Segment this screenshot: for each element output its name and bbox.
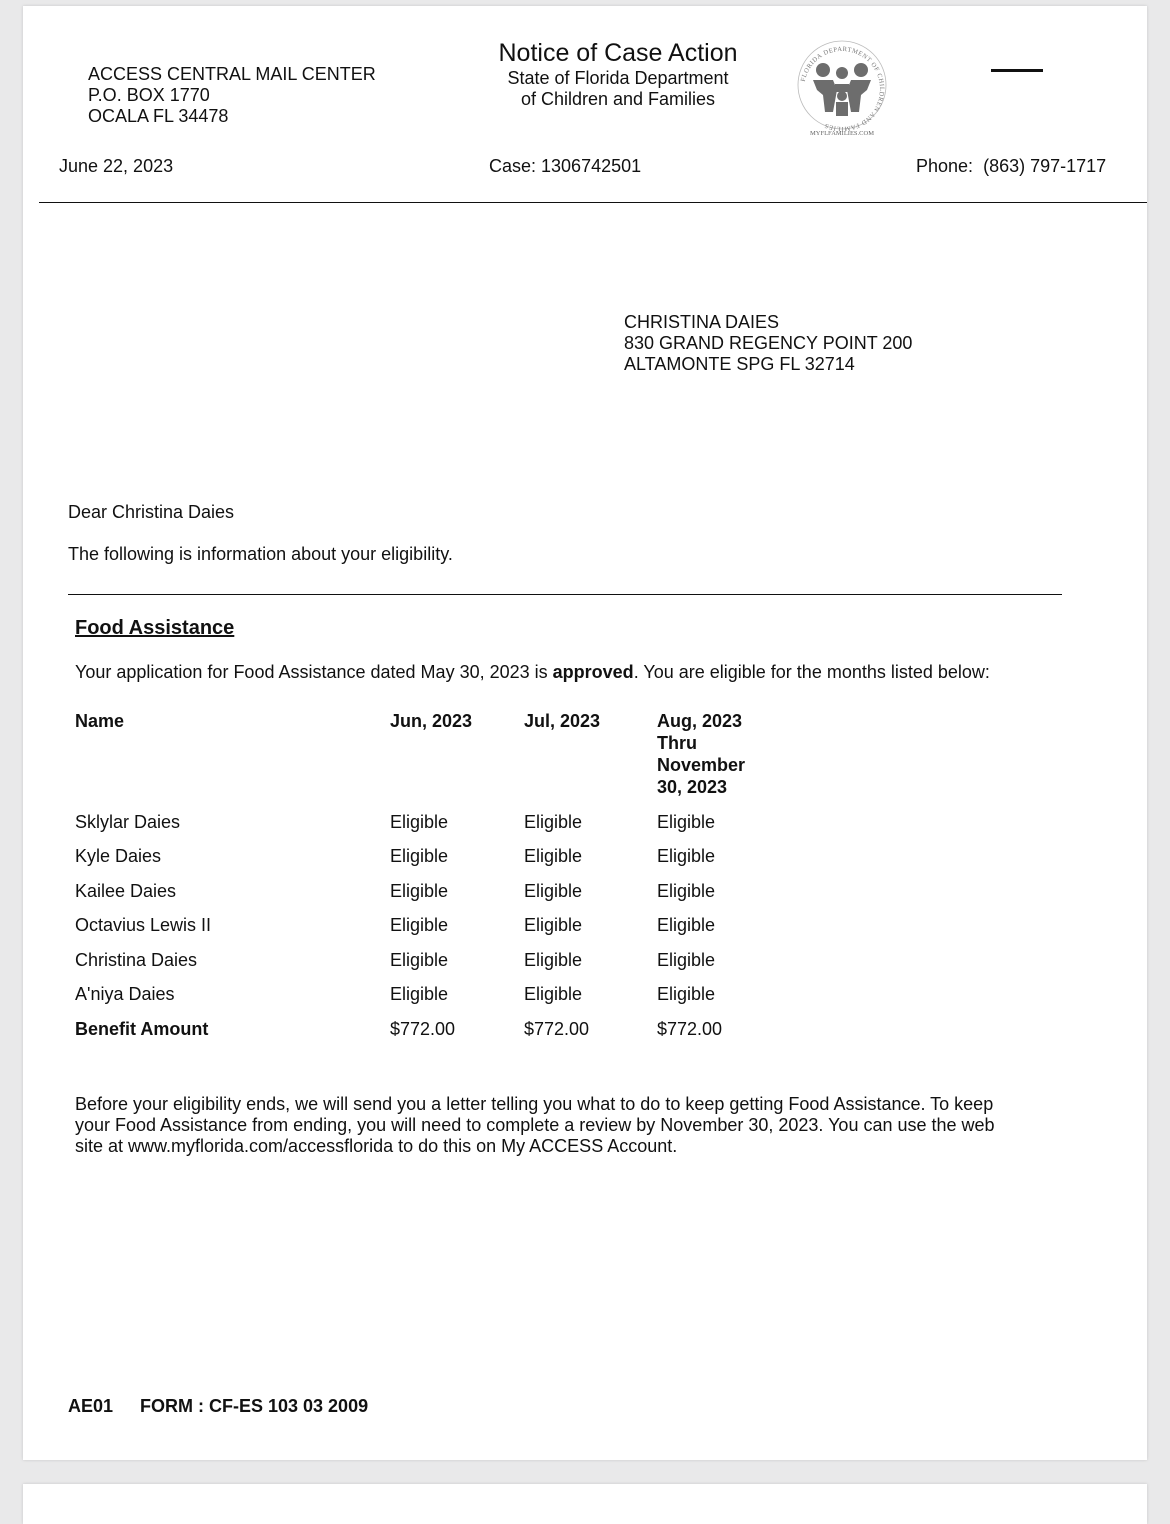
benefit-amount: $772.00 <box>657 1019 723 1039</box>
header-line: Thru <box>657 733 697 753</box>
next-page-edge <box>23 1484 1147 1524</box>
approval-before: Your application for Food Assistance dated May 30, 2023 is <box>75 662 548 682</box>
eligibility-cell: Eligible <box>657 984 716 1004</box>
notice-subtitle: of Children and Families <box>520 89 716 109</box>
form-number: FORM : CF-ES 103 03 2009 <box>140 1396 369 1416</box>
greeting: Dear Christina Daies <box>68 502 235 522</box>
sender-line: ACCESS CENTRAL MAIL CENTER <box>88 64 376 84</box>
recipient-street: 830 GRAND REGENCY POINT 200 <box>624 333 913 353</box>
seal-graphic <box>793 40 891 138</box>
section-divider <box>68 594 1062 595</box>
member-name: Sklylar Daies <box>75 812 181 832</box>
closing-paragraph <box>75 1094 1065 1157</box>
approval-status: approved <box>552 662 634 682</box>
eligibility-cell: Eligible <box>390 846 449 866</box>
header-line: 30, 2023 <box>657 777 728 797</box>
table-header-jun: Jun, 2023 <box>390 711 473 731</box>
seal-bottom-text: MYFLFAMILIES.COM <box>810 130 874 137</box>
closing-line: your Food Assistance from ending, you will need to complete a review by November 30, 2023. You can use the web <box>75 1115 995 1135</box>
member-name: Kailee Daies <box>75 881 177 901</box>
benefit-amount: $772.00 <box>390 1019 456 1039</box>
eligibility-cell: Eligible <box>524 950 583 970</box>
notice-title: Notice of Case Action <box>498 39 738 67</box>
member-name: Christina Daies <box>75 950 198 970</box>
form-code: AE01 <box>68 1396 114 1416</box>
dcf-seal-logo <box>793 40 891 138</box>
closing-line: Before your eligibility ends, we will send you a letter telling you what to do to keep getting Food Assistance. To keep <box>75 1094 994 1114</box>
sender-line: OCALA FL 34478 <box>88 106 229 126</box>
eligibility-cell: Eligible <box>390 812 449 832</box>
header-line: Aug, 2023 <box>657 711 743 731</box>
eligibility-cell: Eligible <box>524 984 583 1004</box>
phone-info <box>916 156 1106 177</box>
eligibility-cell: Eligible <box>524 881 583 901</box>
eligibility-cell: Eligible <box>657 950 716 970</box>
notice-page <box>23 6 1147 1460</box>
eligibility-cell: Eligible <box>390 950 449 970</box>
header-line: November <box>657 755 746 775</box>
approval-text <box>75 662 990 683</box>
table-header-jul: Jul, 2023 <box>524 711 601 731</box>
recipient-name: CHRISTINA DAIES <box>624 312 780 332</box>
recipient-city: ALTAMONTE SPG FL 32714 <box>624 354 855 374</box>
seal-ring-text: FLORIDA DEPARTMENT OF CHILDREN AND FAMILIES <box>799 45 886 133</box>
phone-number: (863) 797-1717 <box>983 156 1107 176</box>
eligibility-cell: Eligible <box>390 881 449 901</box>
header-dash <box>991 69 1043 72</box>
approval-after: . You are eligible for the months listed below: <box>633 662 990 682</box>
eligibility-cell: Eligible <box>657 881 716 901</box>
eligibility-cell: Eligible <box>657 812 716 832</box>
benefit-label: Benefit Amount <box>75 1019 209 1039</box>
eligibility-cell: Eligible <box>524 846 583 866</box>
header-divider <box>39 202 1147 203</box>
member-name: Octavius Lewis II <box>75 915 212 935</box>
section-title: Food Assistance <box>75 617 235 639</box>
sender-address <box>88 64 376 127</box>
notice-heading <box>463 38 773 110</box>
eligibility-cell: Eligible <box>657 915 716 935</box>
eligibility-cell: Eligible <box>390 984 449 1004</box>
benefit-amount: $772.00 <box>524 1019 590 1039</box>
notice-date: June 22, 2023 <box>59 156 174 176</box>
member-name: A'niya Daies <box>75 984 175 1004</box>
eligibility-cell: Eligible <box>390 915 449 935</box>
notice-subtitle: State of Florida Department <box>507 68 729 88</box>
table-header-aug-nov <box>657 710 745 798</box>
phone-label: Phone: <box>916 156 974 176</box>
case-number: Case: 1306742501 <box>489 156 642 176</box>
member-name: Kyle Daies <box>75 846 162 866</box>
table-header-name: Name <box>75 711 125 731</box>
closing-line: site at www.myflorida.com/accessflorida to do this on My ACCESS Account. <box>75 1136 678 1156</box>
sender-line: P.O. BOX 1770 <box>88 85 210 105</box>
eligibility-cell: Eligible <box>524 812 583 832</box>
eligibility-cell: Eligible <box>657 846 716 866</box>
recipient-address <box>624 312 912 375</box>
eligibility-cell: Eligible <box>524 915 583 935</box>
intro-text: The following is information about your eligibility. <box>68 544 453 564</box>
